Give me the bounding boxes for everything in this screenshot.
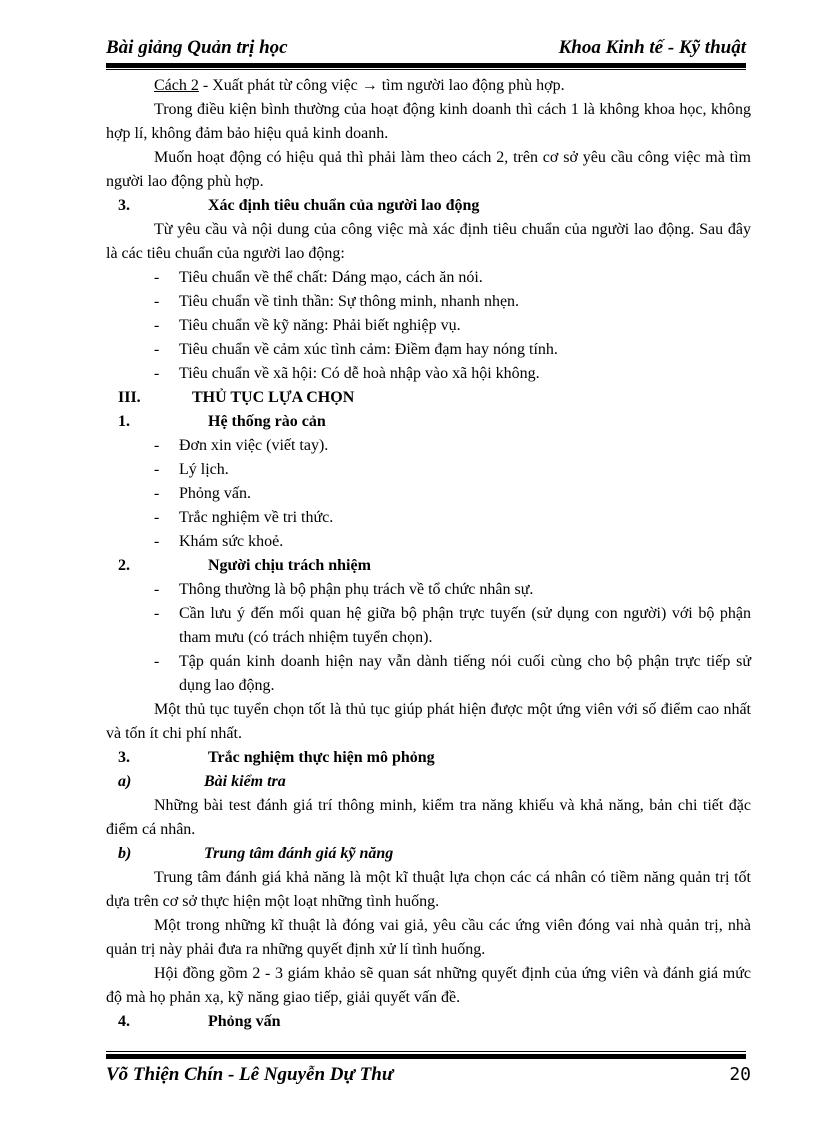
footer-authors: Võ Thiện Chín - Lê Nguyễn Dự Thư — [106, 1064, 394, 1085]
section-title: Trung tâm đánh giá kỹ năng — [204, 845, 394, 862]
section-title: Người chịu trách nhiệm — [208, 557, 371, 574]
list-item: - Đơn xin việc (viết tay). — [154, 437, 329, 454]
paragraph: Một thủ tục tuyển chọn tốt là thủ tục giúp phát hiện được một ứng viên với số điểm cao nhất và tốn ít chi phí nhất. — [106, 701, 751, 742]
paragraph: Muốn hoạt động có hiệu quả thì phải làm theo cách 2, trên cơ sở yêu cầu công việc mà tìm người lao động phù hợp. — [106, 149, 751, 190]
page-content — [106, 74, 751, 1034]
cach2-label: Cách 2 — [154, 77, 199, 94]
subsection-heading — [106, 770, 751, 794]
list-item: - Tiêu chuẩn về tinh thần: Sự thông minh, nhanh nhẹn. — [154, 293, 520, 310]
page-number: 20 — [729, 1064, 751, 1085]
page-footer — [106, 1064, 751, 1088]
section-heading — [106, 554, 751, 578]
section-title: Xác định tiêu chuẩn của người lao động — [208, 197, 480, 214]
list-item: - Cần lưu ý đến mối quan hệ giữa bộ phận trực tuyến (sử dụng con người) với bộ phận tham mưu (có trách nhiệm tuyển chọn). — [154, 605, 751, 646]
list-item: - Khám sức khoẻ. — [154, 533, 284, 550]
cach2-text: - Xuất phát từ công việc → tìm người lao động phù hợp. — [198, 77, 565, 94]
footer-rule-thick — [106, 1054, 746, 1059]
responsibility-list — [106, 578, 751, 698]
list-item: - Tiêu chuẩn về xã hội: Có dễ hoà nhập vào xã hội không. — [154, 365, 540, 382]
section-title: Phỏng vấn — [208, 1013, 281, 1030]
chapter-heading — [106, 386, 751, 410]
section-title: Hệ thống rào cản — [208, 413, 326, 430]
list-item: - Phỏng vấn. — [154, 485, 251, 502]
paragraph: Hội đồng gồm 2 - 3 giám khảo sẽ quan sát những quyết định của ứng viên và đánh giá mức độ mà họ phản xạ, kỹ năng giao tiếp, giải quyết vấn đề. — [106, 965, 751, 1006]
header-rule-thick — [106, 63, 746, 68]
criteria-list — [106, 266, 751, 386]
section-number: 2. — [118, 557, 130, 574]
list-item: - Tiêu chuẩn về kỹ năng: Phải biết nghiệp vụ. — [154, 317, 461, 334]
barrier-list — [106, 434, 751, 554]
paragraph: Từ yêu cầu và nội dung của công việc mà xác định tiêu chuẩn của người lao động. Sau đây là các tiêu chuẩn của người lao động: — [106, 221, 751, 262]
section-title: Trắc nghiệm thực hiện mô phỏng — [208, 749, 435, 766]
page-header — [106, 37, 746, 61]
list-item: - Lý lịch. — [154, 461, 229, 478]
paragraph: Một trong những kĩ thuật là đóng vai giả, yêu cầu các ứng viên đóng vai nhà quản trị, nhà quản trị này phải đưa ra những quyết định xử lí tình huống. — [106, 917, 751, 958]
header-rule-thin — [106, 69, 746, 70]
list-item: - Tập quán kinh doanh hiện nay vẫn dành tiếng nói cuối cùng cho bộ phận trực tiếp sử dụng lao động. — [154, 653, 751, 694]
section-number: b) — [118, 845, 132, 862]
paragraph: Trung tâm đánh giá khả năng là một kĩ thuật lựa chọn các cá nhân có tiềm năng quản trị tốt dựa trên cơ sở thực hiện một loạt những tình huống. — [106, 869, 751, 910]
section-heading — [106, 746, 751, 770]
header-course-title: Bài giảng Quản trị học — [106, 37, 288, 58]
list-item: - Thông thường là bộ phận phụ trách về tổ chức nhân sự. — [154, 581, 534, 598]
section-number: 3. — [118, 197, 130, 214]
section-heading — [106, 194, 751, 218]
section-number: III. — [118, 389, 141, 406]
paragraph: Những bài test đánh giá trí thông minh, kiểm tra năng khiếu và khả năng, bản chi tiết đặc điểm cá nhân. — [106, 797, 751, 838]
subsection-heading — [106, 842, 751, 866]
header-faculty: Khoa Kinh tế - Kỹ thuật — [558, 37, 746, 58]
paragraph-cach2 — [106, 74, 751, 98]
section-number: a) — [118, 773, 132, 790]
section-heading — [106, 1010, 751, 1034]
footer-rule-thin — [106, 1051, 746, 1052]
section-title: Bài kiểm tra — [204, 773, 286, 790]
paragraph: Trong điều kiện bình thường của hoạt động kinh doanh thì cách 1 là không khoa học, không hợp lí, không đảm bảo hiệu quả kinh doanh. — [106, 101, 751, 142]
section-number: 3. — [118, 749, 130, 766]
list-item: - Trắc nghiệm về tri thức. — [154, 509, 334, 526]
list-item: - Tiêu chuẩn về cảm xúc tình cảm: Điềm đạm hay nóng tính. — [154, 341, 558, 358]
section-number: 1. — [118, 413, 130, 430]
section-heading — [106, 410, 751, 434]
section-number: 4. — [118, 1013, 130, 1030]
list-item: - Tiêu chuẩn về thể chất: Dáng mạo, cách ăn nói. — [154, 269, 483, 286]
section-title: THỦ TỤC LỰA CHỌN — [192, 389, 355, 406]
